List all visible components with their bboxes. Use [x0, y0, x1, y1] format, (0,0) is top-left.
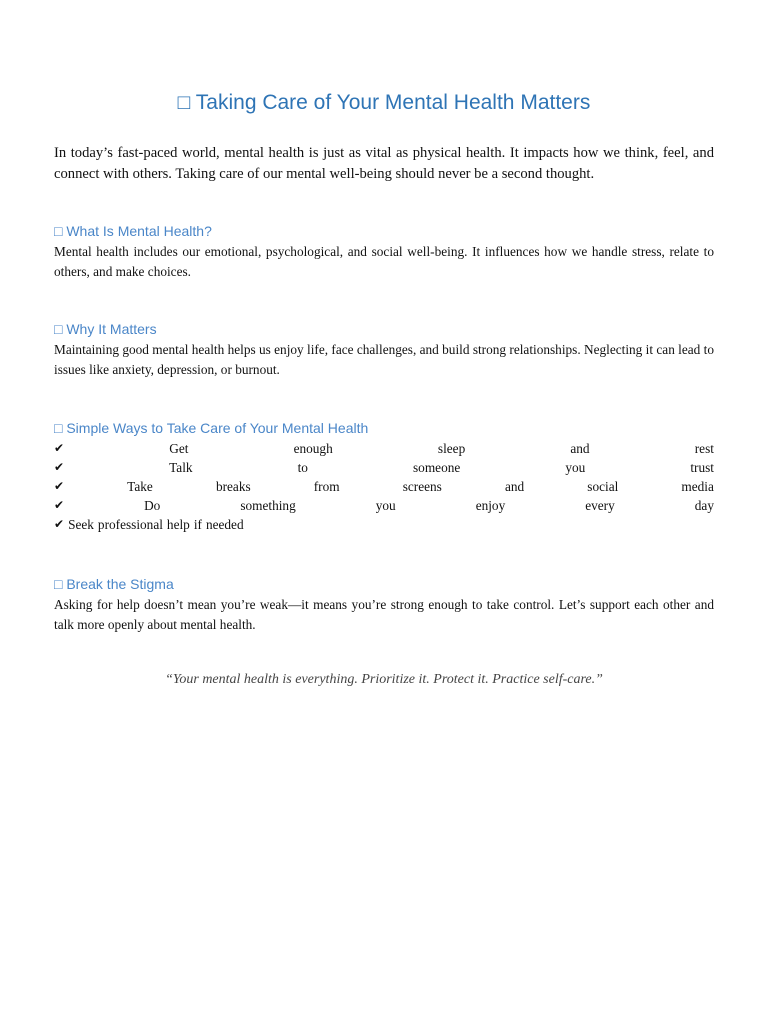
section-simple-ways: [54, 419, 714, 534]
list-item-word: media: [681, 479, 714, 494]
list-item: [54, 439, 714, 458]
list-item-word: you: [565, 460, 586, 475]
list-item-word: Seek: [68, 517, 94, 532]
tips-list: [54, 439, 714, 534]
list-item-word: help: [166, 517, 190, 532]
section-heading: □ Simple Ways to Take Care of Your Mental Health: [54, 420, 369, 436]
list-item-word: social: [587, 479, 619, 494]
checkmark-icon: ✔: [54, 517, 65, 531]
section-body: Maintaining good mental health helps us enjoy life, face challenges, and build strong relationships. Neglecting it can lead to issues like anxiety, depression, or burnout.: [54, 342, 714, 377]
list-item-word: trust: [690, 460, 714, 475]
list-item: [54, 496, 714, 515]
checkmark-icon: ✔: [54, 460, 65, 474]
list-item-word: sleep: [437, 441, 466, 456]
checkmark-icon: ✔: [54, 498, 65, 512]
list-item-word: someone: [413, 460, 461, 475]
intro-paragraph: In today’s fast-paced world, mental health is just as vital as physical health. It impacts how we think, feel, and connect with others. Taking care of our mental well-being should never be a second thought.: [54, 145, 714, 182]
list-item-word: Take: [127, 479, 153, 494]
section-why-it-matters: [54, 320, 714, 379]
closing-quote: “Your mental health is everything. Prioritize it. Protect it. Practice self-care.”: [165, 672, 603, 687]
list-item-word: day: [694, 498, 714, 513]
list-item-word: something: [240, 498, 296, 513]
list-item-word: screens: [402, 479, 442, 494]
section-body: Mental health includes our emotional, psychological, and social well-being. It influences how we handle stress, relate to others, and make choices.: [54, 244, 714, 279]
list-item-word: you: [375, 498, 396, 513]
list-item-word: and: [570, 441, 590, 456]
list-item-word: if: [193, 517, 202, 532]
list-item-word: to: [297, 460, 308, 475]
section-what-is-mental-health: [54, 222, 714, 281]
document-title: □ Taking Care of Your Mental Health Matters: [177, 91, 591, 114]
list-item-word: breaks: [215, 479, 251, 494]
list-item-word: Get: [169, 441, 189, 456]
list-item-word: Do: [144, 498, 161, 513]
section-heading: □ Why It Matters: [54, 321, 157, 337]
list-item: [54, 458, 714, 477]
section-heading: □ What Is Mental Health?: [54, 223, 212, 239]
list-item: [54, 515, 714, 534]
section-heading: □ Break the Stigma: [54, 576, 174, 592]
list-item-word: enough: [293, 441, 333, 456]
list-item-word: enjoy: [475, 498, 506, 513]
list-item-word: from: [313, 479, 340, 494]
list-item-word: every: [585, 498, 615, 513]
list-item-word: Talk: [169, 460, 193, 475]
list-item-word: professional: [97, 517, 163, 532]
list-item: [54, 477, 714, 496]
list-item-word: rest: [694, 441, 714, 456]
list-item-word: and: [504, 479, 525, 494]
section-break-the-stigma: [54, 575, 714, 634]
section-body: Asking for help doesn’t mean you’re weak—it means you’re strong enough to take control. Let’s support each other and talk more openly about mental health.: [54, 597, 714, 632]
checkmark-icon: ✔: [54, 441, 65, 455]
list-item-word: needed: [205, 517, 244, 532]
checkmark-icon: ✔: [54, 479, 65, 493]
